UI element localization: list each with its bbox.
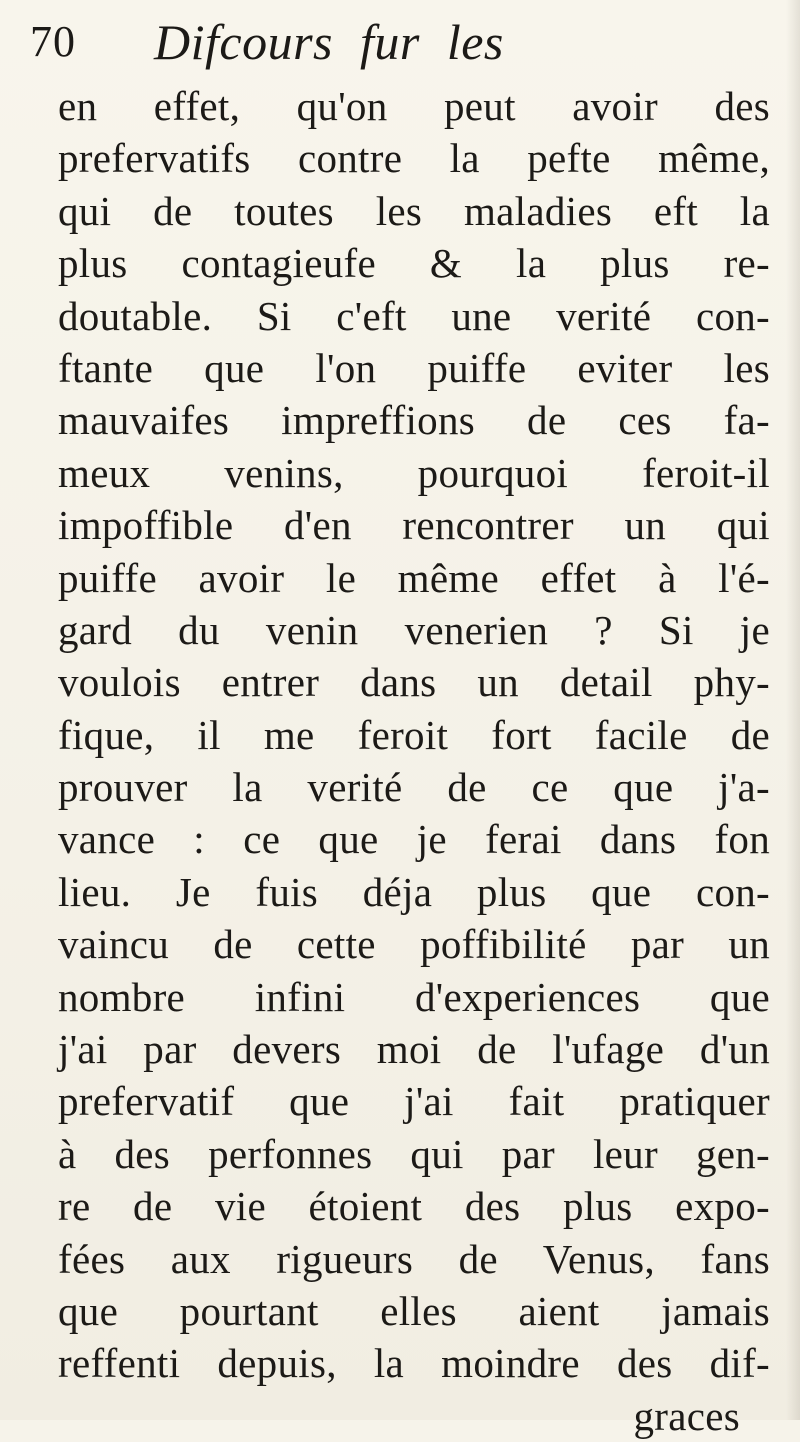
text-line: gard du venin venerien ? Si je [58, 606, 770, 653]
text-line: doutable. Si c'eft une verité con- [58, 292, 770, 339]
text-line: lieu. Je fuis déja plus que con- [58, 868, 770, 915]
text-line: reffenti depuis, la moindre des dif- [58, 1340, 770, 1387]
text-line: vaincu de cette poffibilité par un [58, 921, 770, 968]
page-header [30, 14, 770, 74]
text-line: en effet, qu'on peut avoir des [58, 83, 770, 129]
catchword: graces [633, 1392, 740, 1439]
body-text [58, 80, 770, 1442]
page-number: 70 [30, 17, 76, 66]
text-line: prefervatif que j'ai fait pratiquer [58, 1078, 770, 1125]
text-line: j'ai par devers moi de l'ufage d'un [58, 1026, 770, 1073]
text-line: puiffe avoir le même effet à l'é- [58, 554, 770, 601]
text-line: impoffible d'en rencontrer un qui [58, 502, 770, 549]
page-edge-shadow [786, 0, 800, 1420]
text-line: prouver la verité de ce que j'a- [58, 764, 770, 811]
text-line: plus contagieufe & la plus re- [58, 240, 770, 287]
text-line: fique, il me feroit fort facile de [58, 711, 770, 758]
text-line: meux venins, pourquoi feroit-il [58, 449, 770, 496]
running-title: Difcours fur les [154, 14, 504, 70]
text-line: à des perfonnes qui par leur gen- [58, 1130, 770, 1177]
text-line: fées aux rigueurs de Venus, fans [58, 1235, 770, 1282]
text-line: nombre infini d'experiences que [58, 973, 770, 1020]
text-line: prefervatifs contre la pefte même, [58, 135, 770, 182]
text-line: vance : ce que je ferai dans fon [58, 816, 770, 863]
text-line: que pourtant elles aient jamais [58, 1287, 770, 1334]
text-line: qui de toutes les maladies eft la [58, 187, 770, 234]
text-line: voulois entrer dans un detail phy- [58, 659, 770, 706]
text-line: mauvaifes impreffions de ces fa- [58, 397, 770, 444]
text-line: re de vie étoient des plus expo- [58, 1183, 770, 1230]
text-line: ftante que l'on puiffe eviter les [58, 344, 770, 391]
